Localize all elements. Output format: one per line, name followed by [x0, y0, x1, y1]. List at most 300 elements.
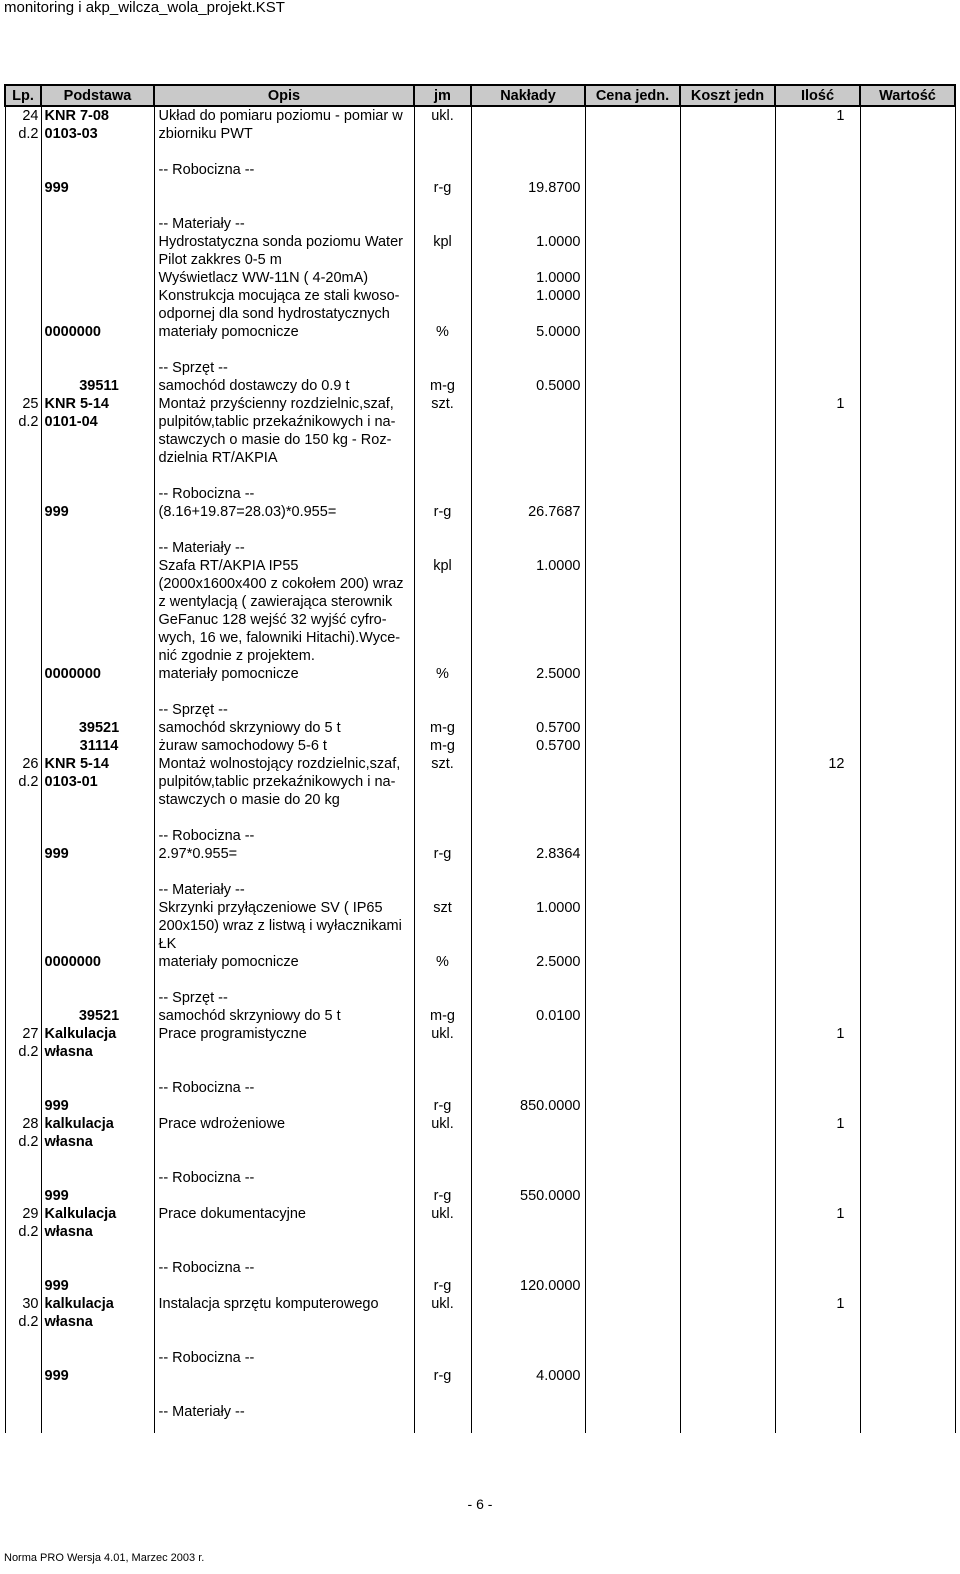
cell-cena-jedn: [585, 1259, 680, 1277]
cell-ilosc: [775, 1313, 860, 1331]
table-row: [5, 1223, 955, 1241]
cell-naklady: [471, 161, 585, 179]
cell-wartosc: [860, 917, 955, 935]
cell-wartosc: [860, 341, 955, 359]
cell-podstawa: [41, 1169, 154, 1187]
cell-naklady: [471, 305, 585, 323]
cell-cena-jedn: [585, 1349, 680, 1367]
cell-opis: -- Robocizna --: [154, 1259, 414, 1277]
cell-naklady: [471, 1259, 585, 1277]
cell-podstawa: 0000000: [41, 665, 154, 683]
cell-opis: -- Sprzęt --: [154, 701, 414, 719]
cell-wartosc: [860, 305, 955, 323]
table-row: [5, 1259, 955, 1277]
cell-wartosc: [860, 1025, 955, 1043]
cell-wartosc: [860, 953, 955, 971]
cell-opis: zbiorniku PWT: [154, 125, 414, 143]
table-row: [5, 809, 955, 827]
cell-koszt-jedn: [680, 935, 775, 953]
cell-opis: Pilot zakkres 0-5 m: [154, 251, 414, 269]
cell-cena-jedn: [585, 539, 680, 557]
cell-wartosc: [860, 791, 955, 809]
cell-cena-jedn: [585, 1115, 680, 1133]
cell-cena-jedn: [585, 1007, 680, 1025]
cell-podstawa: 39521: [41, 1007, 154, 1025]
cell-ilosc: [775, 431, 860, 449]
cell-lp: 28: [5, 1115, 41, 1133]
cell-koszt-jedn: [680, 1385, 775, 1403]
cell-podstawa: [41, 1403, 154, 1421]
cell-lp: [5, 485, 41, 503]
page-number: - 6 -: [467, 1496, 493, 1512]
cell-ilosc: [775, 467, 860, 485]
cell-koszt-jedn: [680, 215, 775, 233]
cell-wartosc: [860, 125, 955, 143]
cell-podstawa: [41, 683, 154, 701]
cell-naklady: 5.0000: [471, 323, 585, 341]
cell-lp: [5, 611, 41, 629]
cell-naklady: 19.8700: [471, 179, 585, 197]
cell-wartosc: [860, 1223, 955, 1241]
cell-opis: [154, 863, 414, 881]
cell-opis: [154, 1313, 414, 1331]
cell-cena-jedn: [585, 377, 680, 395]
col-header-wartosc: Wartość: [860, 85, 955, 106]
cell-lp: [5, 323, 41, 341]
table-row: [5, 467, 955, 485]
cell-jm: [414, 359, 471, 377]
cell-cena-jedn: [585, 1421, 680, 1433]
cell-naklady: [471, 431, 585, 449]
cell-koszt-jedn: [680, 719, 775, 737]
cell-naklady: [471, 125, 585, 143]
cell-koszt-jedn: [680, 431, 775, 449]
table-row: [5, 1133, 955, 1151]
cell-ilosc: [775, 1277, 860, 1295]
table-row: [5, 251, 955, 269]
cell-wartosc: [860, 143, 955, 161]
cell-jm: r-g: [414, 503, 471, 521]
cell-lp: [5, 899, 41, 917]
table-row: [5, 323, 955, 341]
cell-opis: materiały pomocnicze: [154, 953, 414, 971]
cell-wartosc: [860, 161, 955, 179]
cell-wartosc: [860, 1385, 955, 1403]
cell-jm: [414, 971, 471, 989]
table-row: [5, 287, 955, 305]
cell-opis: [154, 683, 414, 701]
cell-ilosc: [775, 1079, 860, 1097]
cell-naklady: [471, 791, 585, 809]
cell-jm: [414, 449, 471, 467]
cell-ilosc: [775, 1061, 860, 1079]
cell-jm: ukl.: [414, 1295, 471, 1313]
cell-wartosc: [860, 575, 955, 593]
table-row: [5, 575, 955, 593]
cell-jm: ukl.: [414, 1205, 471, 1223]
table-row: [5, 1349, 955, 1367]
cell-ilosc: [775, 845, 860, 863]
cell-koszt-jedn: [680, 1205, 775, 1223]
cell-wartosc: [860, 1205, 955, 1223]
cell-koszt-jedn: [680, 449, 775, 467]
cell-jm: [414, 341, 471, 359]
cell-opis: z wentylacją ( zawierająca sterownik: [154, 593, 414, 611]
cell-podstawa: [41, 287, 154, 305]
cell-podstawa: 0101-04: [41, 413, 154, 431]
cell-naklady: [471, 395, 585, 413]
cell-jm: [414, 1223, 471, 1241]
cell-naklady: [471, 1349, 585, 1367]
cell-podstawa: 999: [41, 503, 154, 521]
cell-wartosc: [860, 233, 955, 251]
cell-naklady: [471, 413, 585, 431]
cell-ilosc: [775, 1259, 860, 1277]
cell-koszt-jedn: [680, 233, 775, 251]
cell-ilosc: [775, 683, 860, 701]
cell-ilosc: [775, 1385, 860, 1403]
table-row: [5, 665, 955, 683]
cell-podstawa: [41, 629, 154, 647]
document-title: monitoring i akp_wilcza_wola_projekt.KST: [4, 0, 285, 16]
cell-jm: [414, 827, 471, 845]
cell-naklady: [471, 1313, 585, 1331]
table-row: [5, 1187, 955, 1205]
cell-naklady: [471, 1295, 585, 1313]
cell-podstawa: [41, 575, 154, 593]
cell-lp: [5, 1421, 41, 1433]
cell-podstawa: 0000000: [41, 323, 154, 341]
cell-cena-jedn: [585, 827, 680, 845]
cell-koszt-jedn: [680, 989, 775, 1007]
cell-cena-jedn: [585, 719, 680, 737]
cell-koszt-jedn: [680, 557, 775, 575]
cell-ilosc: 1: [775, 1205, 860, 1223]
cell-opis: [154, 1151, 414, 1169]
cell-lp: [5, 233, 41, 251]
cell-jm: %: [414, 323, 471, 341]
cell-wartosc: [860, 773, 955, 791]
cell-naklady: [471, 629, 585, 647]
cell-koszt-jedn: [680, 1097, 775, 1115]
cell-lp: [5, 863, 41, 881]
cell-wartosc: [860, 1115, 955, 1133]
cell-koszt-jedn: [680, 1007, 775, 1025]
cell-lp: [5, 1187, 41, 1205]
cell-naklady: [471, 863, 585, 881]
cell-cena-jedn: [585, 863, 680, 881]
cell-podstawa: [41, 593, 154, 611]
cell-opis: 200x150) wraz z listwą i wyłacznikami: [154, 917, 414, 935]
cell-koszt-jedn: [680, 1241, 775, 1259]
table-row: [5, 341, 955, 359]
cell-lp: [5, 1097, 41, 1115]
cell-jm: [414, 989, 471, 1007]
cell-ilosc: [775, 773, 860, 791]
cell-wartosc: [860, 521, 955, 539]
cell-jm: [414, 1043, 471, 1061]
cell-ilosc: [775, 1169, 860, 1187]
cell-podstawa: [41, 1349, 154, 1367]
cell-ilosc: [775, 665, 860, 683]
cell-wartosc: [860, 863, 955, 881]
cell-jm: [414, 431, 471, 449]
cell-jm: [414, 521, 471, 539]
cell-podstawa: 999: [41, 845, 154, 863]
cell-naklady: [471, 251, 585, 269]
cell-wartosc: [860, 467, 955, 485]
cell-ilosc: [775, 449, 860, 467]
cell-lp: [5, 377, 41, 395]
cell-wartosc: [860, 593, 955, 611]
table-row: [5, 1205, 955, 1223]
cell-wartosc: [860, 431, 955, 449]
cell-koszt-jedn: [680, 1025, 775, 1043]
cell-jm: r-g: [414, 1187, 471, 1205]
cell-ilosc: [775, 881, 860, 899]
cell-ilosc: [775, 593, 860, 611]
cell-cena-jedn: [585, 287, 680, 305]
cell-ilosc: 1: [775, 395, 860, 413]
cell-opis: samochód dostawczy do 0.9 t: [154, 377, 414, 395]
software-footer: Norma PRO Wersja 4.01, Marzec 2003 r.: [4, 1552, 205, 1564]
cell-wartosc: [860, 629, 955, 647]
cell-cena-jedn: [585, 1313, 680, 1331]
cell-lp: [5, 1259, 41, 1277]
cell-lp: d.2: [5, 1043, 41, 1061]
cell-opis: Montaż wolnostojący rozdzielnic,szaf,: [154, 755, 414, 773]
cell-opis: [154, 1097, 414, 1115]
table-row: [5, 611, 955, 629]
cell-naklady: 2.5000: [471, 953, 585, 971]
cell-lp: d.2: [5, 125, 41, 143]
table-row: [5, 125, 955, 143]
cell-ilosc: [775, 233, 860, 251]
cell-koszt-jedn: [680, 1169, 775, 1187]
cell-lp: [5, 215, 41, 233]
cell-opis: [154, 1061, 414, 1079]
cell-lp: [5, 341, 41, 359]
cell-ilosc: 1: [775, 1295, 860, 1313]
cell-jm: [414, 791, 471, 809]
cell-podstawa: [41, 809, 154, 827]
cell-podstawa: 999: [41, 1367, 154, 1385]
cell-naklady: [471, 683, 585, 701]
cell-podstawa: [41, 359, 154, 377]
cell-naklady: [471, 593, 585, 611]
cell-podstawa: [41, 485, 154, 503]
cell-jm: [414, 1385, 471, 1403]
cell-jm: r-g: [414, 179, 471, 197]
cell-opis: -- Materiały --: [154, 1403, 414, 1421]
cell-cena-jedn: [585, 269, 680, 287]
cell-koszt-jedn: [680, 683, 775, 701]
cell-lp: [5, 1385, 41, 1403]
cell-ilosc: [775, 737, 860, 755]
cell-naklady: [471, 989, 585, 1007]
cell-wartosc: [860, 503, 955, 521]
cell-koszt-jedn: [680, 143, 775, 161]
cell-naklady: [471, 1115, 585, 1133]
cell-cena-jedn: [585, 503, 680, 521]
cell-podstawa: [41, 1385, 154, 1403]
cell-naklady: [471, 106, 585, 125]
cell-cena-jedn: [585, 557, 680, 575]
cell-opis: -- Robocizna --: [154, 1079, 414, 1097]
cell-ilosc: [775, 179, 860, 197]
cell-podstawa: [41, 341, 154, 359]
cell-koszt-jedn: [680, 701, 775, 719]
cell-cena-jedn: [585, 467, 680, 485]
cell-opis: Prace programistyczne: [154, 1025, 414, 1043]
cell-koszt-jedn: [680, 161, 775, 179]
cell-jm: r-g: [414, 845, 471, 863]
table-row: [5, 701, 955, 719]
cell-koszt-jedn: [680, 593, 775, 611]
cell-cena-jedn: [585, 611, 680, 629]
cell-koszt-jedn: [680, 791, 775, 809]
cell-koszt-jedn: [680, 359, 775, 377]
cell-ilosc: [775, 341, 860, 359]
cell-naklady: [471, 1025, 585, 1043]
cell-cena-jedn: [585, 665, 680, 683]
cell-opis: -- Robocizna --: [154, 1349, 414, 1367]
cell-lp: [5, 1151, 41, 1169]
cell-jm: kpl: [414, 233, 471, 251]
cell-koszt-jedn: [680, 1061, 775, 1079]
cell-naklady: 0.0100: [471, 1007, 585, 1025]
cell-ilosc: [775, 215, 860, 233]
cell-lp: 26: [5, 755, 41, 773]
col-header-koszt-jedn: Koszt jedn: [680, 85, 775, 106]
cell-podstawa: [41, 305, 154, 323]
cell-opis: [154, 809, 414, 827]
cell-ilosc: [775, 1331, 860, 1349]
cell-podstawa: [41, 647, 154, 665]
cell-opis: pulpitów,tablic przekaźnikowych i na-: [154, 413, 414, 431]
cell-ilosc: [775, 1367, 860, 1385]
cell-wartosc: [860, 899, 955, 917]
cell-ilosc: [775, 161, 860, 179]
cell-opis: żuraw samochodowy 5-6 t: [154, 737, 414, 755]
cell-podstawa: [41, 449, 154, 467]
cell-jm: [414, 809, 471, 827]
cell-cena-jedn: [585, 1403, 680, 1421]
cell-ilosc: [775, 503, 860, 521]
cell-ilosc: [775, 143, 860, 161]
cell-ilosc: [775, 575, 860, 593]
cell-ilosc: [775, 539, 860, 557]
cell-podstawa: 999: [41, 179, 154, 197]
table-row: [5, 881, 955, 899]
cell-naklady: [471, 755, 585, 773]
cell-opis: Wyświetlacz WW-11N ( 4-20mA): [154, 269, 414, 287]
cell-naklady: [471, 1205, 585, 1223]
cell-koszt-jedn: [680, 125, 775, 143]
cell-cena-jedn: [585, 341, 680, 359]
cell-koszt-jedn: [680, 323, 775, 341]
cell-opis: Instalacja sprzętu komputerowego: [154, 1295, 414, 1313]
cell-wartosc: [860, 611, 955, 629]
cell-naklady: [471, 1403, 585, 1421]
cell-cena-jedn: [585, 935, 680, 953]
cell-jm: kpl: [414, 557, 471, 575]
cell-lp: [5, 431, 41, 449]
cell-ilosc: [775, 1043, 860, 1061]
cell-lp: [5, 575, 41, 593]
cell-koszt-jedn: [680, 197, 775, 215]
cell-podstawa: własna: [41, 1133, 154, 1151]
cell-ilosc: [775, 899, 860, 917]
cell-ilosc: [775, 863, 860, 881]
cell-jm: m-g: [414, 719, 471, 737]
cell-naklady: 550.0000: [471, 1187, 585, 1205]
cell-koszt-jedn: [680, 773, 775, 791]
cell-lp: [5, 305, 41, 323]
cell-podstawa: 39521: [41, 719, 154, 737]
cell-lp: [5, 1169, 41, 1187]
cell-lp: [5, 269, 41, 287]
cell-cena-jedn: [585, 143, 680, 161]
cell-opis: [154, 1385, 414, 1403]
cell-podstawa: 999: [41, 1097, 154, 1115]
cell-wartosc: [860, 197, 955, 215]
cell-podstawa: własna: [41, 1043, 154, 1061]
cell-koszt-jedn: [680, 899, 775, 917]
cell-opis: [154, 1277, 414, 1295]
cell-wartosc: [860, 215, 955, 233]
cell-koszt-jedn: [680, 845, 775, 863]
cell-opis: Szafa RT/AKPIA IP55: [154, 557, 414, 575]
cell-naklady: 1.0000: [471, 287, 585, 305]
cell-opis: [154, 341, 414, 359]
cell-jm: [414, 1151, 471, 1169]
cell-ilosc: [775, 305, 860, 323]
cell-naklady: [471, 215, 585, 233]
cell-opis: [154, 143, 414, 161]
cell-lp: d.2: [5, 1223, 41, 1241]
cell-naklady: [471, 575, 585, 593]
cell-lp: d.2: [5, 1313, 41, 1331]
cell-jm: [414, 863, 471, 881]
cell-podstawa: 0103-03: [41, 125, 154, 143]
table-row: [5, 1331, 955, 1349]
table-row: [5, 845, 955, 863]
cell-naklady: [471, 341, 585, 359]
cell-podstawa: Kalkulacja: [41, 1205, 154, 1223]
cell-opis: [154, 1223, 414, 1241]
cell-opis: [154, 971, 414, 989]
cell-lp: [5, 845, 41, 863]
cell-lp: [5, 791, 41, 809]
cell-koszt-jedn: [680, 1295, 775, 1313]
table-row: [5, 1007, 955, 1025]
cell-ilosc: [775, 935, 860, 953]
cell-podstawa: własna: [41, 1313, 154, 1331]
cell-naklady: [471, 1061, 585, 1079]
cell-cena-jedn: [585, 1367, 680, 1385]
table-row: [5, 917, 955, 935]
cell-naklady: [471, 773, 585, 791]
cell-naklady: [471, 935, 585, 953]
cell-cena-jedn: [585, 1187, 680, 1205]
cell-cena-jedn: [585, 1205, 680, 1223]
table-row: [5, 413, 955, 431]
cell-koszt-jedn: [680, 467, 775, 485]
cell-podstawa: [41, 611, 154, 629]
cell-podstawa: 0103-01: [41, 773, 154, 791]
table-row: [5, 431, 955, 449]
